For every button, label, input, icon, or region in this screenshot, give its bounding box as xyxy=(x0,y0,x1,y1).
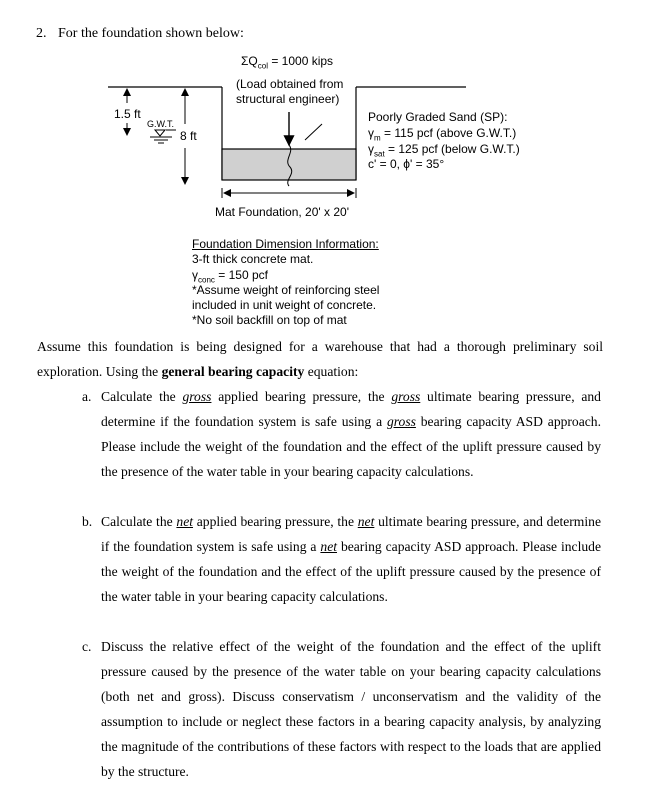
foundation-info-line3: *Assume weight of reinforcing steel xyxy=(192,283,380,297)
part-c-text: Discuss the relative effect of the weight of the foundation and the effect of the uplift pressure caused by the presence of the water table on your bearing capacity calculations (both net and gross). Discuss conservatism / unconservatism and the validity of the assumption to include or neglect these factors in a bearing capacity analysis, by analyzing the magnitude of the contributions of these factors with respect to the loads that are applied by the structure. xyxy=(101,639,601,779)
foundation-info-heading: Foundation Dimension Information: xyxy=(192,237,379,251)
foundation-info-line4: included in unit weight of concrete. xyxy=(192,298,377,312)
soil-gamma-sat: $\gamma_{sat} = 125$ pcf (below G.W.T.) xyxy=(368,142,520,159)
intro-paragraph: Assume this foundation is being designed for a warehouse that had a thorough preliminary soil exploration. Using the general bearing capacity equation: xyxy=(37,339,603,379)
load-note-1: (Load obtained from xyxy=(236,77,344,91)
part-b-marker: b. xyxy=(82,514,93,529)
foundation-info-line5: *No soil backfill on top of mat xyxy=(192,313,347,327)
part-a-marker: a. xyxy=(82,389,92,404)
load-label: $\Sigma Q_{col} = 1000$ kips xyxy=(241,54,334,71)
soil-pointer-line xyxy=(305,124,322,140)
soil-strength: c' = 0, ϕ' = 35° xyxy=(368,157,445,171)
intro-bold: general bearing capacity xyxy=(161,364,305,379)
dim-gwt-depth: 1.5 ft xyxy=(114,107,141,121)
dim-total-depth: 8 ft xyxy=(180,129,197,143)
part-a-text: Calculate the gross applied bearing pressure, the gross ultimate bearing pressure, and determine if the foundation system is safe using a gross bearing capacity ASD approach. Please include the weight of the foundation and the effect of the uplift pressure caused by the presence of the water table in your bearing capacity calculations. xyxy=(101,389,601,479)
mat-label: Mat Foundation, 20' x 20' xyxy=(215,205,349,219)
soil-gamma-m: $\gamma_m = 115$ pcf (above G.W.T.) xyxy=(368,126,517,143)
gwt-label: G.W.T. xyxy=(147,119,174,129)
question-number: 2. xyxy=(36,26,47,41)
soil-title: Poorly Graded Sand (SP): xyxy=(368,110,508,124)
foundation-info-line1: 3-ft thick concrete mat. xyxy=(192,252,314,266)
question-title: For the foundation shown below: xyxy=(58,26,244,41)
part-b-text: Calculate the net applied bearing pressure, the net ultimate bearing pressure, and determine if the foundation system is safe using a net bearing capacity ASD approach. Please include the weight of the foundation and the effect of the uplift pressure caused by the presence of the water table in your bearing capacity calculations. xyxy=(101,514,601,604)
mat-foundation xyxy=(222,149,356,180)
load-note-2: structural engineer) xyxy=(236,92,340,106)
part-c-marker: c. xyxy=(82,639,92,654)
foundation-info-gamma: $\gamma_{conc} = 150$ pcf xyxy=(192,268,268,285)
